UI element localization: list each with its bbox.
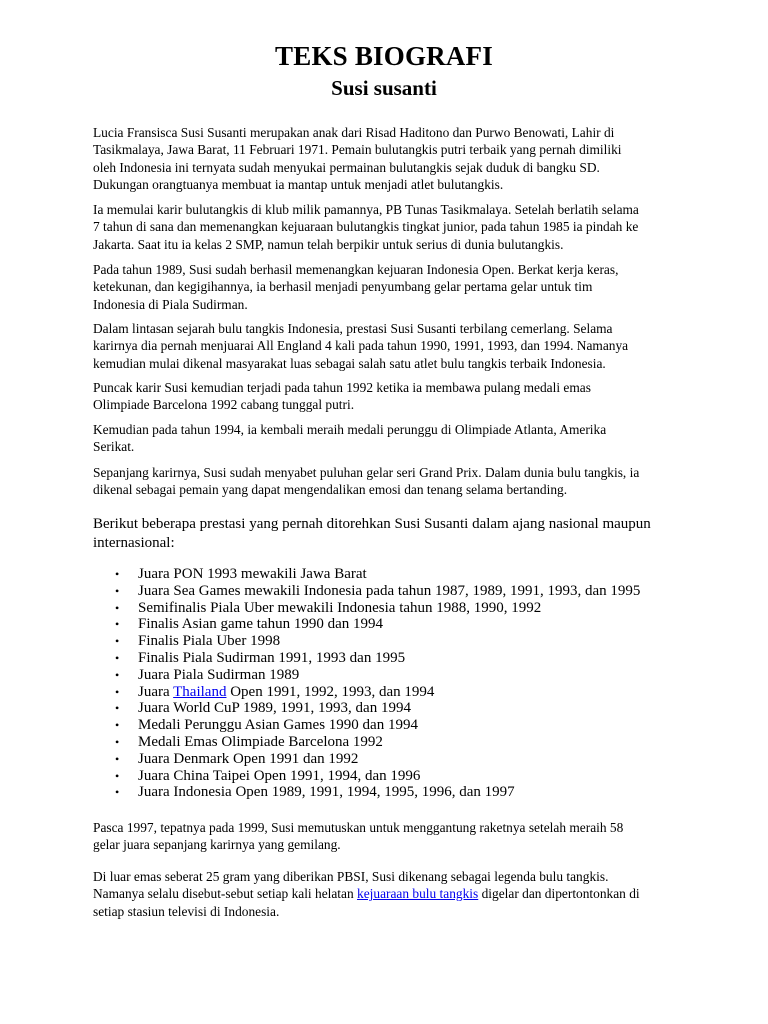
paragraph-line: Sepanjang karirnya, Susi sudah menyabet puluhan gelar seri Grand Prix. Dalam dunia bulu tangkis, ia [93,465,640,480]
closing-paragraph [93,819,683,854]
list-item-text: Finalis Asian game tahun 1990 dan 1994 [138,616,383,633]
paragraph-line: Olimpiade Barcelona 1992 cabang tunggal putri. [93,397,355,413]
list-item-text: Juara Sea Games mewakili Indonesia pada tahun 1987, 1989, 1991, 1993, dan 1995 [138,582,641,599]
bullet-icon: • [115,583,120,598]
paragraph-line: karirnya dia pernah menjuarai All England 4 kali pada tahun 1990, 1991, 1993, dan 1994. Namanya [93,338,629,354]
paragraph-line: Di luar emas seberat 25 gram yang diberikan PBSI, Susi dikenang sebagai legenda bulu tangkis. [93,869,609,884]
bullet-icon: • [115,684,120,699]
list-item [93,600,693,617]
list-item-text: Finalis Piala Uber 1998 [138,633,281,650]
paragraph-line: Dalam lintasan sejarah bulu tangkis Indonesia, prestasi Susi Susanti terbilang cemerlang. Selama [93,321,613,336]
achievements-list [93,566,693,801]
list-item-text: Juara Denmark Open 1991 dan 1992 [138,750,359,767]
paragraph-5 [93,379,683,414]
list-item-text: Juara Indonesia Open 1989, 1991, 1994, 1995, 1996, dan 1997 [138,784,515,801]
bullet-icon: • [115,617,120,632]
line-text-before: Namanya selalu disebut-sebut setiap kali helatan [93,886,358,902]
paragraph-line: ketekunan, dan kegigihannya, ia berhasil menjadi penyumbang gelar pertama gelar untuk tim [93,279,593,295]
bullet-icon: • [115,600,120,615]
thailand-link[interactable]: Thailand [173,683,227,700]
list-item-text: Juara PON 1993 mewakili Jawa Barat [138,566,367,582]
paragraph-line: Tasikmalaya, Jawa Barat, 11 Februari 1971. Pemain bulutangkis putri terbaik yang pernah dimiliki [93,142,622,158]
bullet-icon: • [115,768,120,783]
intro-line: internasional: [93,534,175,551]
list-item [93,734,693,751]
bullet-icon: • [115,634,120,649]
bullet-icon: • [115,785,120,800]
list-item-text: Juara Piala Sudirman 1989 [138,666,300,683]
list-item-text: Medali Emas Olimpiade Barcelona 1992 [138,733,383,750]
paragraph-line: Lucia Fransisca Susi Susanti merupakan anak dari Risad Haditono dan Purwo Benowati, Lahir di [93,125,615,140]
list-item-text: Medali Perunggu Asian Games 1990 dan 1994 [138,717,418,734]
list-item-text: Juara World CuP 1989, 1991, 1993, dan 1994 [138,700,411,717]
list-item [93,768,693,785]
bullet-icon: • [115,734,120,749]
paragraph-line: Pasca 1997, tepatnya pada 1999, Susi memutuskan untuk menggantung raketnya setelah meraih 58 [93,820,624,835]
paragraph-line: Serikat. [93,439,135,455]
list-item [93,583,693,600]
list-item-text: Juara China Taipei Open 1991, 1994, dan 1996 [138,767,421,784]
list-item [93,650,693,667]
paragraph-line: oleh Indonesia ini ternyata sudah menyukai permainan bulutangkis sejak duduk di bangku SD. [93,159,600,175]
paragraph-line [93,885,683,902]
list-item [93,684,693,701]
paragraph-line: kemudian mulai dikenal masyarakat luas sebagai salah satu atlet bulu tangkis terbaik Indonesia. [93,355,606,371]
list-item [93,784,693,801]
bullet-icon: • [115,718,120,733]
paragraph-line: Ia memulai karir bulutangkis di klub milik pamannya, PB Tunas Tasikmalaya. Setelah berlatih selama [93,202,639,217]
paragraph-4 [93,320,683,372]
paragraph-line: Puncak karir Susi kemudian terjadi pada tahun 1992 ketika ia membawa pulang medali emas [93,380,591,395]
achievements-intro [93,515,693,552]
kejuaraan-link[interactable]: kejuaraan bulu tangkis [357,886,479,902]
paragraph-7 [93,464,683,499]
list-item [93,700,693,717]
final-paragraph [93,868,683,920]
paragraph-3 [93,261,683,313]
list-item [93,633,693,650]
line-text-after: digelar dan dipertontonkan di [478,886,640,902]
bullet-icon: • [115,667,120,682]
bullet-icon: • [115,701,120,716]
paragraph-line: Pada tahun 1989, Susi sudah berhasil memenangkan kejuaran Indonesia Open. Berkat kerja keras, [93,262,619,277]
bullet-icon: • [115,567,120,581]
page-title: TEKS BIOGRAFI [275,41,493,71]
paragraph-1 [93,124,683,193]
paragraph-line: Jakarta. Saat itu ia kelas 2 SMP, namun telah berpikir untuk serius di dunia bulutangkis. [93,236,564,252]
paragraph-6 [93,421,683,456]
paragraph-line: gelar juara sepanjang karirnya yang gemilang. [93,837,341,853]
list-item-text: Semifinalis Piala Uber mewakili Indonesia tahun 1988, 1990, 1992 [138,599,542,616]
list-item [93,566,693,583]
list-item [93,667,693,684]
paragraph-line: Kemudian pada tahun 1994, ia kembali meraih medali perunggu di Olimpiade Atlanta, Amerika [93,422,607,437]
page-subtitle: Susi susanti [331,76,437,100]
bullet-icon: • [115,650,120,665]
paragraph-line: Dukungan orangtuanya membuat ia mantap untuk menjadi atlet bulutangkis. [93,176,504,192]
bullet-icon: • [115,751,120,766]
paragraph-line: 7 tahun di sana dan memenangkan kejuaraan bulutangkis tingkat junior, pada tahun 1985 ia pindah ke [93,219,639,235]
list-item-text-before: Juara [138,683,174,700]
list-item [93,751,693,768]
list-item [93,616,693,633]
list-item [93,717,693,734]
paragraph-line: Indonesia di Piala Sudirman. [93,296,248,312]
list-item-text: Finalis Piala Sudirman 1991, 1993 dan 1995 [138,649,406,666]
paragraph-line: setiap stasiun televisi di Indonesia. [93,903,280,919]
intro-line: Berikut beberapa prestasi yang pernah ditorehkan Susi Susanti dalam ajang nasional maupun [93,516,651,532]
list-item-text-after: Open 1991, 1992, 1993, dan 1994 [226,683,435,700]
paragraph-line: dikenal sebagai pemain yang dapat mengendalikan emosi dan tenang selama bertanding. [93,482,568,498]
paragraph-2 [93,201,683,253]
